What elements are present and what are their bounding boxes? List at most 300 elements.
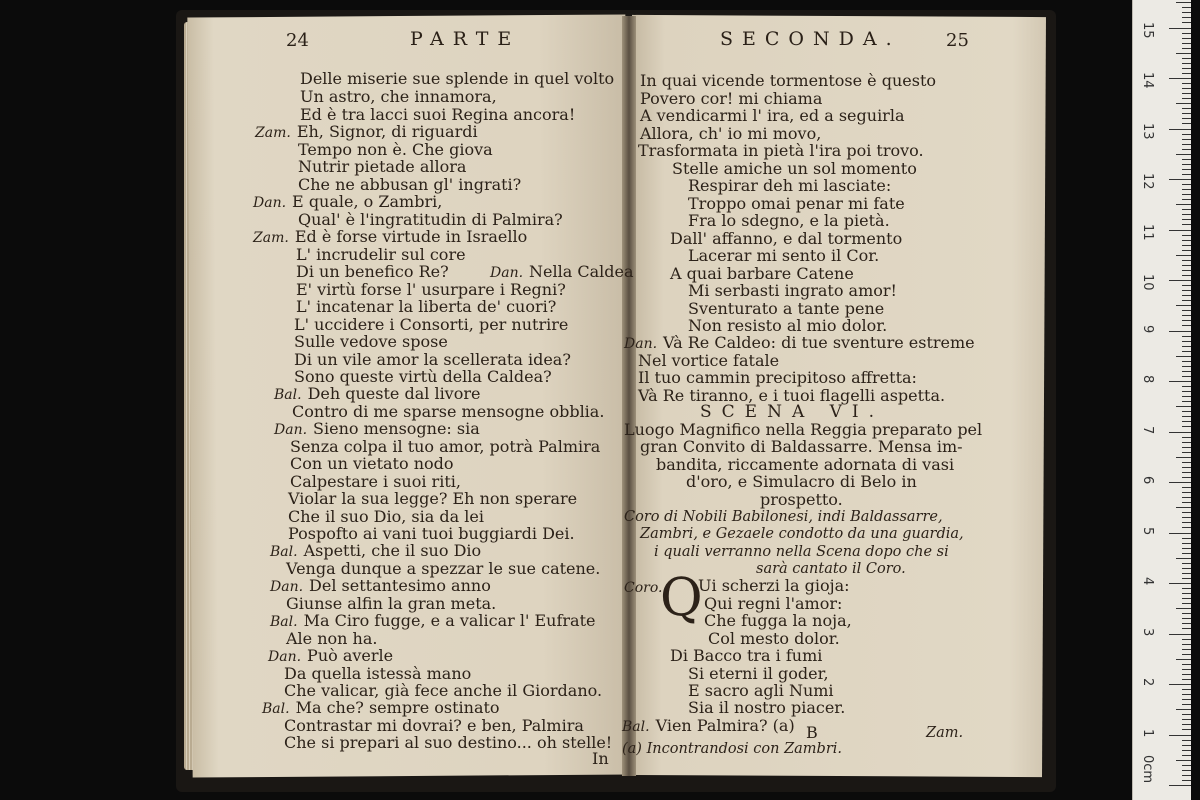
text-line [688,247,879,265]
ruler-tick [1182,43,1191,44]
ruler-tick [1182,573,1191,574]
speaker-label: Dan. [268,649,302,665]
ruler-tick [1182,462,1191,463]
line-text: Qual' è l'ingratitudin di Palmira? [298,210,563,229]
line-text: Lacerar mi sento il Cor. [688,246,880,265]
ruler-tick [1182,669,1191,670]
left-page-number: 24 [286,30,309,51]
line-text: Fra lo sdegno, e la pietà. [688,211,890,230]
ruler-tick [1182,396,1191,397]
ruler-label: 13 [1140,122,1155,140]
ruler-tick [1176,2,1191,3]
text-line [300,70,614,88]
ruler-tick [1182,613,1191,614]
ruler-tick [1182,144,1191,145]
ruler-tick [1182,245,1191,246]
ruler-tick [1182,472,1191,473]
drop-cap: Q [660,568,703,628]
line-text: Sono queste virtù della Caldea? [294,367,552,386]
ruler-tick [1182,300,1191,301]
scene-title: SCENA VI. [700,402,885,422]
ruler-tick [1182,235,1191,236]
line-text: Che si prepari al suo destino... oh stelle! [284,733,613,752]
text-line [760,491,843,509]
line-text: Di un benefico Re? [296,262,449,281]
line-text: Contrastar mi dovrai? e ben, Palmira [284,716,584,735]
ruler-tick [1182,38,1191,39]
ruler-tick [1169,179,1191,180]
line-text: Può averle [307,646,394,665]
ruler-tick [1182,260,1191,261]
ruler-tick [1182,401,1191,402]
line-text: Che ne abbusan gl' ingrati? [298,175,522,194]
ruler-tick [1182,649,1191,650]
ruler-tick [1182,780,1191,781]
line-text: Di un vile amor la scellerata idea? [294,350,571,369]
ruler-label: 9 [1140,324,1155,333]
ruler-tick [1176,558,1191,559]
line-text: Con un vietato nodo [290,454,454,473]
ruler-tick [1182,578,1191,579]
ruler-tick [1182,199,1191,200]
speaker-label: Bal. [262,701,290,717]
ruler-tick [1182,240,1191,241]
line-text: Venga dunque a spezzar le sue catene. [286,559,601,578]
ruler-tick [1182,750,1191,751]
side-note-text: Nella Caldea [529,262,634,281]
speaker-label: Zam. [253,230,289,246]
line-text: Ed è tra lacci suoi Regina ancora! [300,105,576,124]
text-line [640,72,936,90]
ruler-label: 7 [1140,425,1155,434]
ruler-tick [1182,17,1191,18]
text-line [654,543,949,561]
ruler-tick [1169,533,1191,534]
ruler-tick [1182,214,1191,215]
last-line [622,717,795,736]
ruler-tick [1176,53,1191,54]
line-text: E sacro agli Numi [688,681,834,700]
ruler-tick [1182,674,1191,675]
ruler-tick [1182,33,1191,34]
right-page-number: 25 [946,30,969,51]
ruler-tick [1169,78,1191,79]
ruler-tick [1182,639,1191,640]
left-running-header: PARTE [410,28,521,50]
ruler-tick [1182,548,1191,549]
line-text: Ale non ha. [286,629,378,648]
ruler-label: 10 [1140,274,1155,291]
ruler-tick [1182,376,1191,377]
line-text: Che valicar, già fece anche il Giordano. [284,681,603,700]
text-line [638,369,917,387]
ruler-tick [1182,699,1191,700]
line-text: Violar la sua legge? Eh non sperare [288,489,578,508]
text-line [688,212,890,230]
speaker-label: Bal. [274,387,302,403]
ruler-tick [1182,623,1191,624]
line-text: d'oro, e Simulacro di Belo in [686,472,917,491]
ruler-tick [1182,770,1191,771]
ruler-tick [1182,568,1191,569]
ruler-tick [1182,512,1191,513]
ruler-tick [1182,346,1191,347]
ruler-tick [1182,654,1191,655]
ruler-tick [1176,154,1191,155]
ruler-tick [1169,432,1191,433]
ruler-tick [1182,467,1191,468]
ruler-tick [1169,230,1191,231]
line-text: Mi serbasti ingrato amor! [688,281,897,300]
ruler-tick [1182,108,1191,109]
line-text: Un astro, che innamora, [300,87,497,106]
line-text: L' incrudelir sul core [296,245,466,264]
ruler-tick [1182,83,1191,84]
ruler-tick [1182,593,1191,594]
ruler-tick [1182,113,1191,114]
line-text: Nel vortice fatale [638,351,780,370]
ruler-tick [1182,603,1191,604]
line-text: Ed è forse virtude in Israello [294,227,528,246]
line-text: Zambri, e Gezaele condotto da una guardia, [640,526,964,542]
line-text: bandita, riccamente adornata di vasi [656,455,955,474]
ruler-tick [1182,704,1191,705]
ruler-tick [1169,785,1191,786]
line-text: Dall' affanno, e dal tormento [670,229,903,248]
speaker-label: Bal. [270,544,298,560]
ruler-tick [1169,28,1191,29]
line-text: E quale, o Zambri, [292,192,443,211]
ruler-tick [1182,553,1191,554]
ruler-label: 5 [1140,526,1155,535]
ruler-tick [1182,442,1191,443]
line-text: Eh, Signor, di riguardi [296,122,478,141]
ruler-tick [1176,608,1191,609]
ruler-tick [1182,522,1191,523]
ruler-tick [1182,265,1191,266]
text-line [294,333,448,351]
ruler-tick [1182,325,1191,326]
line-text: Respirar deh mi lasciate: [688,176,892,195]
ruler-tick [1182,189,1191,190]
ruler-tick [1176,507,1191,508]
right-catchword: Zam. [926,725,964,741]
line-text: A quai barbare Catene [670,264,854,283]
ruler-tick [1176,204,1191,205]
ruler-tick [1169,634,1191,635]
ruler-tick [1176,709,1191,710]
ruler-tick [1182,341,1191,342]
line-text: Sventurato a tante pene [688,299,885,318]
ruler-tick [1169,381,1191,382]
line-text: Troppo omai penar mi fate [688,194,905,213]
ruler-tick [1182,209,1191,210]
text-line [640,525,964,543]
ruler-tick [1169,280,1191,281]
book-gutter [622,16,636,776]
text-line [284,734,612,752]
ruler-tick [1176,457,1191,458]
ruler-label: 4 [1140,577,1155,586]
ruler-tick [1182,320,1191,321]
ruler-tick [1182,315,1191,316]
speaker-label: Dan. [253,195,287,211]
line-text: Ma Ciro fugge, e a valicar l' Eufrate [303,611,596,630]
ruler-tick [1182,290,1191,291]
ruler-tick [1182,502,1191,503]
ruler-tick [1182,336,1191,337]
right-running-header: SECONDA. [720,28,901,50]
footnote: (a) Incontrandosi con Zambri. [622,741,842,757]
line-text: gran Convito di Baldassarre. Mensa im- [640,437,963,456]
line-text: In quai vicende tormentose è questo [640,71,937,90]
ruler-tick [1182,224,1191,225]
ruler-tick [1182,63,1191,64]
text-line [688,282,897,300]
ruler-tick [1176,659,1191,660]
ruler-label: 1 [1140,728,1155,737]
text-line [288,490,577,508]
ruler-tick [1182,719,1191,720]
ruler-tick [1176,305,1191,306]
ruler-tick [1182,270,1191,271]
ruler-tick [1182,361,1191,362]
ruler-tick [1182,775,1191,776]
ruler-tick [1176,356,1191,357]
ruler-tick [1182,497,1191,498]
text-line [686,473,917,491]
chorus-speaker: Coro. [624,580,663,596]
line-text: sarà cantato il Coro. [756,561,906,577]
text-line [640,438,963,456]
ruler-tick [1182,149,1191,150]
ruler-tick [1182,184,1191,185]
line-text: A vendicarmi l' ira, ed a seguirla [640,106,905,125]
line-text: Giunse alfin la gran meta. [286,594,497,613]
ruler-tick [1169,735,1191,736]
ruler-tick [1182,729,1191,730]
line-text: Ma che? sempre ostinato [295,698,500,717]
line-text: prospetto. [760,490,843,509]
text-line [300,88,497,106]
ruler-tick [1182,295,1191,296]
ruler-tick [1182,740,1191,741]
ruler-tick [1182,421,1191,422]
signature-mark: B [806,723,818,742]
line-text: Di Bacco tra i fumi [670,646,823,665]
line-text: Coro di Nobili Babilonesi, indi Baldassarre, [624,509,943,525]
ruler-label: 0cm [1140,755,1155,784]
ruler-tick [1176,760,1191,761]
ruler-tick [1169,583,1191,584]
line-text: Nutrir pietade allora [298,157,467,176]
line-text: Sia il nostro piacer. [688,698,846,717]
ruler-tick [1182,745,1191,746]
last-line-speaker: Bal. [622,719,650,735]
line-text: Non resisto al mio dolor. [688,316,888,335]
ruler-tick [1182,12,1191,13]
line-text: Che il suo Dio, sia da lei [288,507,484,526]
line-text: E' virtù forse l' usurpare i Regni? [296,280,566,299]
ruler-tick [1182,628,1191,629]
ruler-tick [1182,598,1191,599]
ruler-label: 11 [1140,223,1155,241]
ruler-label: 3 [1140,627,1155,636]
line-text: Col mesto dolor. [708,629,840,648]
line-text: Pospofto ai vani tuoi buggiardi Dei. [288,524,575,543]
line-text: Calpestare i suoi riti, [290,472,461,491]
ruler-tick [1182,755,1191,756]
ruler-tick [1169,482,1191,483]
ruler-tick [1182,174,1191,175]
ruler-tick [1182,724,1191,725]
text-line [698,577,850,595]
ruler-tick [1182,644,1191,645]
ruler-tick [1182,563,1191,564]
ruler-tick [1182,765,1191,766]
speaker-label: Bal. [270,614,298,630]
ruler-label: 15 [1140,21,1155,39]
ruler-tick [1169,684,1191,685]
ruler-label: 14 [1140,72,1155,89]
text-line [296,298,556,316]
ruler-tick [1182,477,1191,478]
ruler-tick [1182,487,1191,488]
ruler-tick [1182,275,1191,276]
line-text: Stelle amiche un sol momento [672,159,917,178]
ruler-tick [1182,694,1191,695]
left-catchword: In [592,749,609,768]
ruler-tick [1182,98,1191,99]
line-text: Sieno mensogne: sia [313,419,480,438]
ruler-tick [1176,406,1191,407]
ruler-tick [1182,88,1191,89]
ruler-tick [1182,73,1191,74]
ruler-label: 2 [1140,678,1155,687]
line-text: Contro di me sparse mensogne obblia. [292,402,605,421]
text-line [290,455,454,473]
ruler-tick [1182,452,1191,453]
ruler-tick [1182,437,1191,438]
measuring-ruler [1132,0,1191,800]
ruler-tick [1182,492,1191,493]
text-line [704,612,852,630]
line-text: L' incatenar la liberta de' cuori? [296,297,557,316]
ruler-tick [1182,543,1191,544]
ruler-tick [1182,714,1191,715]
ruler-tick [1182,118,1191,119]
last-line-text: Vien Palmira? (a) [655,716,795,735]
line-text: Che fugga la noja, [704,611,852,630]
ruler-tick [1182,527,1191,528]
ruler-tick [1182,7,1191,8]
ruler-tick [1182,285,1191,286]
ruler-tick [1182,386,1191,387]
line-text: Allora, ch' io mi movo, [640,124,822,143]
side-note [490,263,634,282]
text-line [298,158,466,176]
line-text: Povero cor! mi chiama [640,89,823,108]
line-text: Del settantesimo anno [309,576,491,595]
ruler-tick [1182,22,1191,23]
line-text: Luogo Magnifico nella Reggia preparato pel [624,420,983,439]
ruler-label: 6 [1140,476,1155,485]
ruler-tick [1182,679,1191,680]
ruler-tick [1182,447,1191,448]
ruler-tick [1182,310,1191,311]
ruler-tick [1182,194,1191,195]
line-text: Sulle vedove spose [294,332,448,351]
line-text: Il tuo cammin precipitoso affretta: [638,368,917,387]
ruler-tick [1182,159,1191,160]
line-text: Tempo non è. Che giova [298,140,493,159]
ruler-tick [1176,103,1191,104]
line-text: Aspetti, che il suo Dio [303,541,482,560]
ruler-tick [1182,139,1191,140]
ruler-tick [1182,134,1191,135]
speaker-label: Zam. [255,125,291,141]
ruler-tick [1182,588,1191,589]
ruler-tick [1182,93,1191,94]
text-line [688,699,845,717]
line-text: Trasformata in pietà l'ira poi trovo. [638,141,924,160]
ruler-tick [1182,48,1191,49]
line-text: Deh queste dal livore [307,384,481,403]
text-line [624,508,943,526]
ruler-tick [1182,538,1191,539]
ruler-tick [1182,391,1191,392]
ruler-tick [1169,331,1191,332]
line-text: Si eterni il goder, [688,664,829,683]
ruler-label: 8 [1140,375,1155,384]
ruler-tick [1182,664,1191,665]
text-line [296,263,449,281]
line-text: Ui scherzi la gioja: [698,576,850,595]
line-text: Và Re tiranno, e i tuoi flagelli aspetta. [638,386,946,405]
text-line [670,647,822,665]
speaker-label: Dan. [274,422,308,438]
line-text: Delle miserie sue splende in quel volto [300,69,615,88]
ruler-tick [1182,411,1191,412]
ruler-tick [1182,416,1191,417]
text-line [638,142,924,160]
line-text: Và Re Caldeo: di tue sventure estreme [663,333,975,352]
ruler-label: 12 [1140,173,1155,190]
ruler-tick [1182,169,1191,170]
ruler-tick [1176,255,1191,256]
ruler-tick [1182,426,1191,427]
line-text: Senza colpa il tuo amor, potrà Palmira [290,437,601,456]
line-text: L' uccidere i Consorti, per nutrire [294,315,569,334]
line-text: Qui regni l'amor: [704,594,843,613]
ruler-tick [1182,58,1191,59]
ruler-tick [1169,129,1191,130]
speaker-label: Dan. [624,336,658,352]
ruler-tick [1182,123,1191,124]
ruler-tick [1182,618,1191,619]
ruler-tick [1182,68,1191,69]
ruler-tick [1182,371,1191,372]
ruler-tick [1182,517,1191,518]
ruler-tick [1182,250,1191,251]
line-text: i quali verranno nella Scena dopo che si [654,544,949,560]
text-line [640,107,904,125]
ruler-tick [1182,219,1191,220]
side-note-speaker: Dan. [490,265,524,281]
ruler-tick [1182,351,1191,352]
ruler-tick [1182,164,1191,165]
ruler-tick [1182,366,1191,367]
